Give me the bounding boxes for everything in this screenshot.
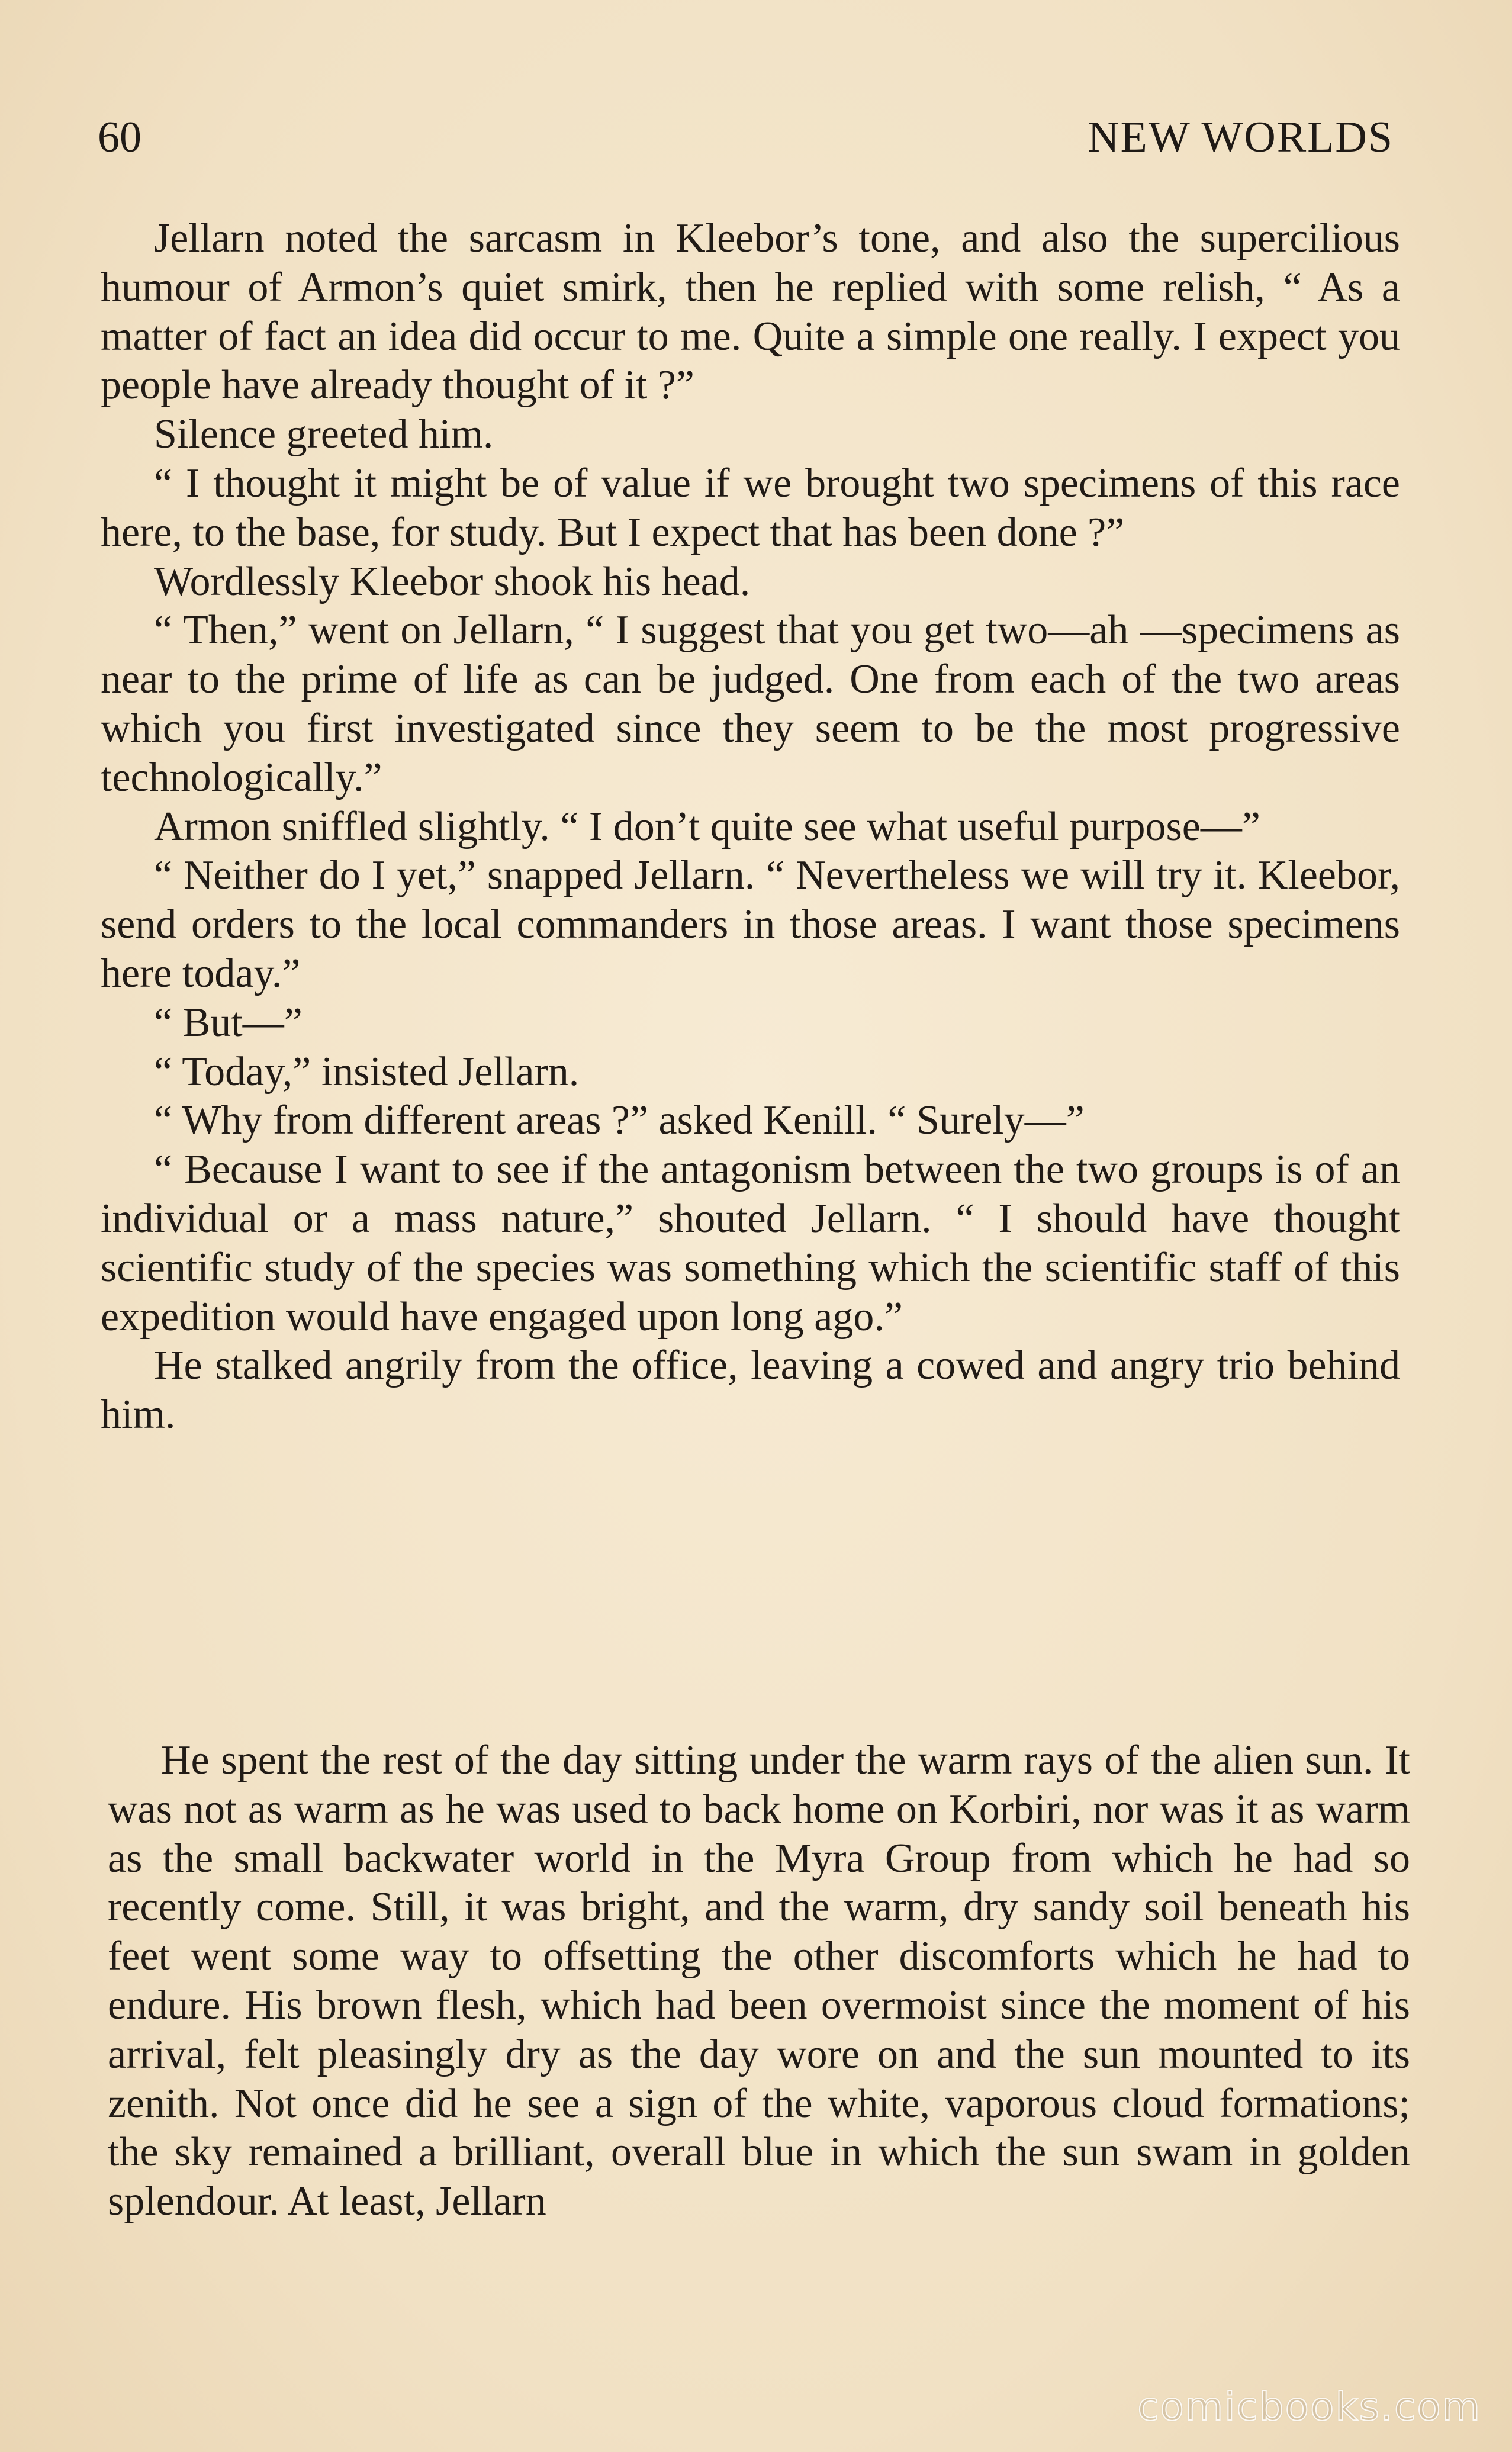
paragraph: He stalked angrily from the office, leaving a cowed and angry trio behind him. — [101, 1343, 1400, 1438]
paragraph: “ Why from different areas ?” asked Kenill. “ Surely—” — [154, 1098, 1085, 1144]
paragraph: “ Neither do I yet,” snapped Jellarn. “ Nevertheless we will try it. Kleebor, send orders to the local commanders in those areas. I want those specimens here today.” — [101, 852, 1400, 996]
paragraph: “ Because I want to see if the antagonism between the two groups is of an individual or a mass nature,” shouted Jellarn. “ I should have thought scientific study of the species was something which the scientific staff of this expedition would have engaged upon long ago.” — [101, 1147, 1400, 1340]
paragraph: “ Today,” insisted Jellarn. — [154, 1048, 580, 1095]
paragraph: “ But—” — [154, 999, 303, 1045]
paragraph: Wordlessly Kleebor shook his head. — [154, 558, 751, 604]
paragraph: Jellarn noted the sarcasm in Kleebor’s tone, and also the supercilious humour of Armon’s quiet smirk, then he replied with some relish, “ As a matter of fact an idea did occur to me. Quite a simple one really. I expect you people have already thought of it ?” — [101, 215, 1400, 408]
page-number: 60 — [98, 113, 141, 162]
paragraph: “ Then,” went on Jellarn, “ I suggest that you get two—ah —specimens as near to the prime of life as can be judged. One from each of the two areas which you first investigated since they seem to be the most progressive technologically.” — [101, 607, 1400, 800]
running-title: NEW WORLDS — [1088, 113, 1394, 162]
text-section-1 — [101, 214, 1400, 1440]
paragraph: Silence greeted him. — [154, 411, 494, 458]
page-header — [98, 112, 1394, 172]
text-section-2 — [108, 1736, 1410, 2226]
paragraph: “ I thought it might be of value if we brought two specimens of this race here, to the base, for study. But I expect that has been done ?” — [101, 460, 1400, 555]
watermark-logo: comicbooks.com — [1137, 2384, 1481, 2430]
paragraph: Armon sniffled slightly. “ I don’t quite see what useful purpose—” — [154, 803, 1260, 849]
paragraph: He spent the rest of the day sitting under the warm rays of the alien sun. It was not as warm as he was used to back home on Korbiri, nor was it as warm as the small backwater world in the Myra Group from which he had so recently come. Still, it was bright, and the warm, dry sandy soil beneath his feet went some way to offsetting the other discomforts which he had to endure. His brown flesh, which had been overmoist since the moment of his arrival, felt pleasingly dry as the day wore on and the sun mounted to its zenith. Not once did he see a sign of the white, vaporous cloud formations; the sky remained a brilliant, overall blue in which the sun swam in golden splendour. At least, Jellarn — [108, 1737, 1410, 2225]
